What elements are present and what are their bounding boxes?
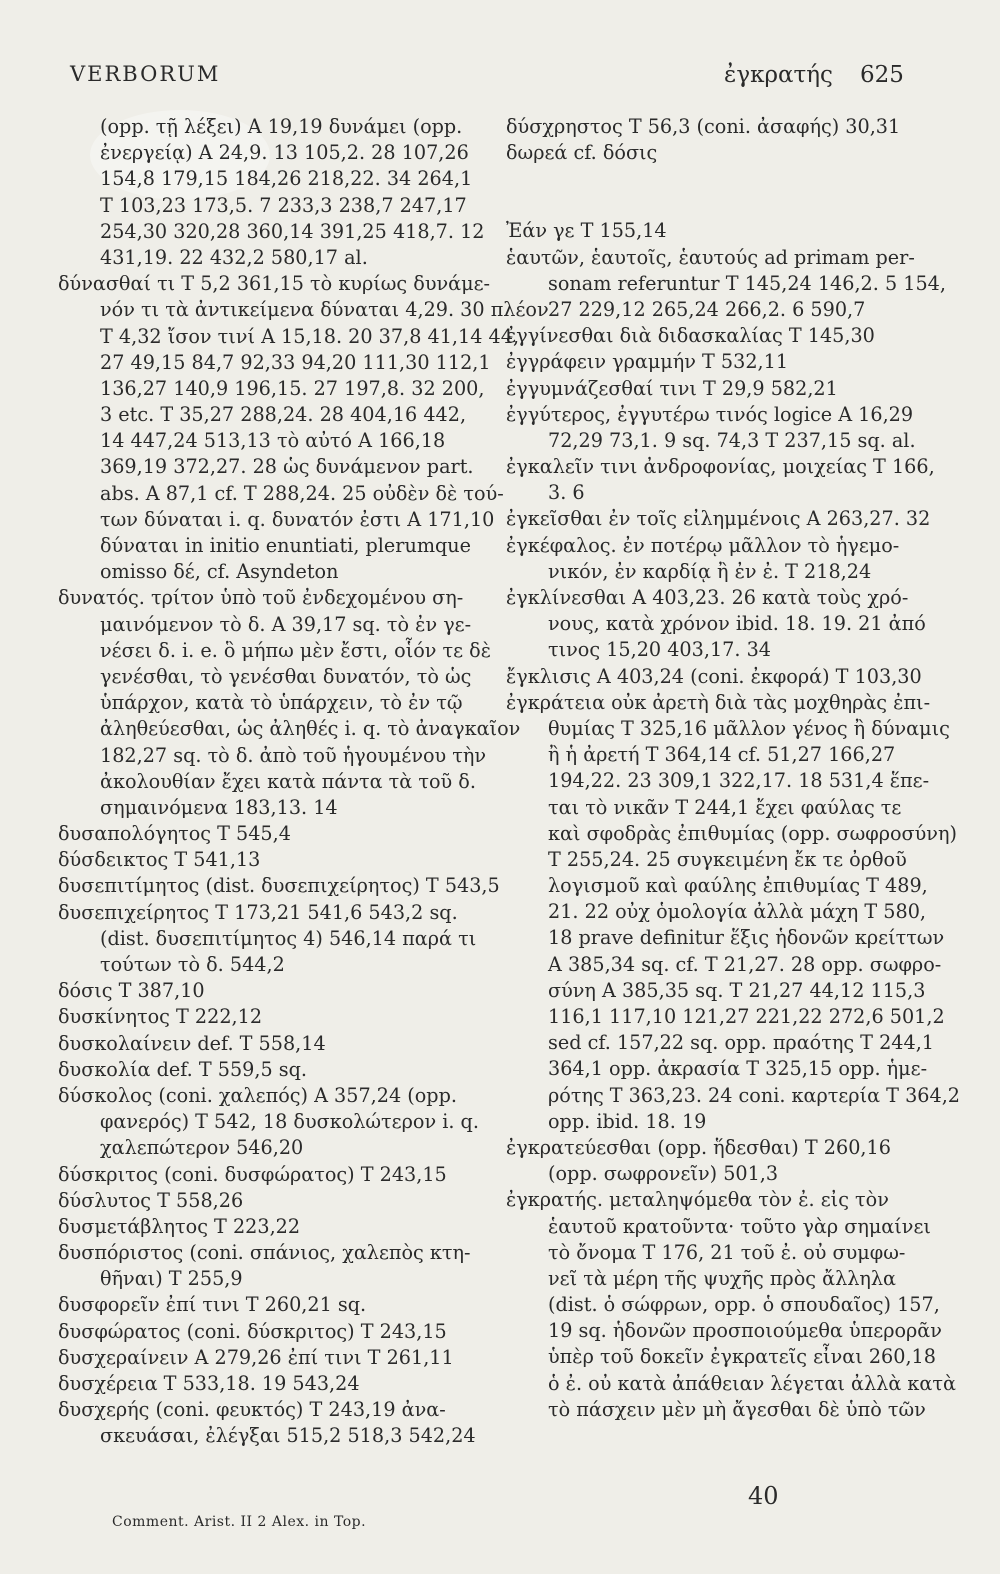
running-head-word: ἐγκρατής [724,62,833,88]
entry-line: 364,1 opp. ἀκρασία Τ 325,15 opp. ἡμε- [548,1057,928,1081]
entry-line: σημαινόμενα 183,13. 14 [100,795,338,819]
entry-line: θυμίας Τ 325,16 μᾶλλον γένος ἢ δύναμις [548,716,950,740]
entry-line: ἔγκλισις Α 403,24 (coni. ἐκφορά) Τ 103,30 [506,664,922,688]
entry-line: δύναται in initio enuntiati, plerumque [100,534,472,557]
entry-line: ἐγκαλεῖν τινι ἀνδροφονίας, μοιχείας Τ 166, [506,455,935,479]
entry-line: τὸ πάσχειν μὲν μὴ ἄγεσθαι δὲ ὑπὸ τῶν [548,1397,926,1421]
entry-line: δυσεπιχείρητος Τ 173,21 541,6 543,2 sq. [58,900,458,924]
entry-line: δυσχερής (coni. φευκτός) Τ 243,19 ἀνα- [58,1398,446,1422]
right-column-block-a [506,114,906,166]
entry-line: 369,19 372,27. 28 ὡς δυνάμενον part. [100,455,474,479]
right-column [506,114,960,1423]
entry-line: ἐγκέφαλος. ἐν ποτέρῳ μᾶλλον τὸ ἡγεμο- [506,533,900,557]
entry-line: δυσεπιτίμητος (dist. δυσεπιχείρητος) Τ 543,5 [58,874,500,898]
entry-line: 431,19. 22 432,2 580,17 al. [100,245,368,269]
entry-line: 3. 6 [548,481,585,505]
entry-line: ἐγκλίνεσθαι Α 403,23. 26 κατὰ τοὺς χρό- [506,586,909,609]
entry-line: δυσφορεῖν ἐπί τινι Τ 260,21 sq. [58,1293,367,1317]
entry-line: τὸ ὄνομα Τ 176, 21 τοῦ ἐ. οὐ συμφω- [548,1240,906,1264]
entry-line: ἀκολουθίαν ἔχει κατὰ πάντα τὰ τοῦ δ. [100,769,476,793]
entry-line: 14 447,24 513,13 τὸ αὐτό Α 166,18 [100,429,446,453]
entry-line: (dist. ὁ σώφρων, opp. ὁ σπουδαῖος) 157, [548,1293,940,1317]
entry-line: Τ 103,23 173,5. 7 233,3 238,7 247,17 [100,193,467,217]
entry-line: χαλεπώτερον 546,20 [100,1136,304,1160]
entry-line: δωρεά cf. δόσις [506,141,658,165]
entry-line: ἐγγράφειν γραμμήν Τ 532,11 [506,350,789,374]
entry-line: τούτων τὸ δ. 544,2 [100,953,285,976]
entry-line: σύνη Α 385,35 sq. Τ 21,27 44,12 115,3 [548,978,926,1002]
entry-line: γενέσθαι, τὸ γενέσθαι δυνατόν, τὸ ὡς [100,664,472,688]
entry-line: δυνατός. τρίτον ὑπὸ τοῦ ἐνδεχομένου ση- [58,586,464,610]
right-column-block-b [506,218,960,1423]
page-number: 625 [860,62,904,88]
entry-line: ἐνεργείᾳ) Α 24,9. 13 105,2. 28 107,26 [100,141,469,165]
entry-line: 154,8 179,15 184,26 218,22. 34 264,1 [100,167,473,191]
entry-line: νους, κατὰ χρόνον ibid. 18. 19. 21 ἀπό [548,612,926,636]
entry-line: δυσχεραίνειν Α 279,26 ἐπί τινι Τ 261,11 [58,1345,454,1369]
entry-line: ἐγγίνεσθαι διὰ διδασκαλίας Τ 145,30 [506,324,875,348]
entry-line: ἑαυτοῦ κρατοῦντα· τοῦτο γὰρ σημαίνει [548,1214,931,1238]
entry-line: ἐγκρατής. μεταληψόμεθα τὸν ἐ. εἰς τὸν [506,1188,889,1212]
entry-line: 3 etc. Τ 35,27 288,24. 28 404,16 442, [100,403,467,427]
entry-line: 27 49,15 84,7 92,33 94,20 111,30 112,1 [100,350,491,374]
entry-line: τινος 15,20 403,17. 34 [548,638,771,662]
entry-line: δύσλυτος Τ 558,26 [58,1188,244,1212]
entry-line: opp. ibid. 18. 19 [548,1109,707,1133]
entry-line: 18 prave definitur ἕξις ἡδονῶν κρείττων [548,926,945,950]
entry-line: των δύναται i. q. δυνατόν ἐστι Α 171,10 [100,507,495,531]
entry-line: 182,27 sq. τὸ δ. ἀπὸ τοῦ ἡγουμένου τὴν [100,743,487,767]
entry-line: Α 385,34 sq. cf. Τ 21,27. 28 opp. σωφρο- [548,952,942,976]
entry-line: νικόν, ἐν καρδίᾳ ἢ ἐν ἐ. Τ 218,24 [548,559,872,583]
section-gap [506,166,906,218]
entry-line: δύσκριτος (coni. δυσφώρατος) Τ 243,15 [58,1162,447,1186]
entry-line: δύνασθαί τι Τ 5,2 361,15 τὸ κυρίως δυνάμε- [58,272,490,296]
entry-line: λογισμοῦ καὶ φαύλης ἐπιθυμίας Τ 489, [548,874,928,898]
entry-line: νόν τι τὰ ἀντικείμενα δύναται 4,29. 30 πλέον [100,298,549,322]
entry-line: (opp. τῇ λέξει) Α 19,19 δυνάμει (opp. [100,115,463,138]
entry-line: 194,22. 23 309,1 322,17. 18 531,4 ἕπε- [548,769,930,793]
entry-line: δύσδεικτος Τ 541,13 [58,848,261,872]
entry-line: (opp. σωφρονεῖν) 501,3 [548,1162,779,1186]
entry-line: ἐγκρατεύεσθαι (opp. ἥδεσθαι) Τ 260,16 [506,1135,891,1159]
entry-line: δυσμετάβλητος Τ 223,22 [58,1214,301,1238]
entry-line: σκευάσαι, ἐλέγξαι 515,2 518,3 542,24 [100,1424,476,1448]
entry-line: δόσις Τ 387,10 [58,979,205,1003]
entry-line: ρότης Τ 363,23. 24 coni. καρτερία Τ 364,2 [548,1083,960,1107]
entry-line: ἐγγυμνάζεσθαί τινι Τ 29,9 582,21 [506,376,838,400]
entry-line: sonam referuntur Τ 145,24 146,2. 5 154, [548,271,946,295]
entry-line: θῆναι) Τ 255,9 [100,1267,243,1291]
entry-line: 136,27 140,9 196,15. 27 197,8. 32 200, [100,376,485,400]
entry-line: ὁ ἐ. οὐ κατὰ ἀπάθειαν λέγεται ἀλλὰ κατὰ [548,1371,956,1395]
footer-note: Comment. Arist. II 2 Alex. in Top. [112,1514,367,1530]
entry-line: δυσκολαίνειν def. Τ 558,14 [58,1031,326,1055]
entry-line: ὑπάρχον, κατὰ τὸ ὑπάρχειν, τὸ ἐν τῷ [100,691,463,715]
entry-line: νέσει δ. i. e. ὃ μήπω μὲν ἔστι, οἷόν τε δὲ [100,638,492,662]
entry-line: ἢ ἡ ἀρετή Τ 364,14 cf. 51,27 166,27 [548,743,896,767]
entry-line: abs. Α 87,1 cf. Τ 288,24. 25 οὐδὲν δὲ τού- [100,481,504,505]
entry-line: Ἐάν γε Τ 155,14 [506,219,667,243]
entry-line: 116,1 117,10 121,27 221,22 272,6 501,2 [548,1005,945,1028]
entry-line: δυσαπολόγητος Τ 545,4 [58,822,291,846]
entry-line: ἐγγύτερος, ἐγγυτέρω τινός logice Α 16,29 [506,402,914,426]
entry-line: δυσχέρεια Τ 533,18. 19 543,24 [58,1372,360,1395]
entry-line: Τ 255,24. 25 συγκειμένη ἔκ τε ὀρθοῦ [548,847,907,871]
entry-line: ἑαυτῶν, ἑαυτοῖς, ἑαυτούς ad primam per- [506,245,915,269]
entry-line: 254,30 320,28 360,14 391,25 418,7. 12 [100,219,485,243]
entry-line: δύσχρηστος Τ 56,3 (coni. ἀσαφής) 30,31 [506,115,901,138]
entry-line: ἀληθεύεσθαι, ὡς ἀληθές i. q. τὸ ἀναγκαῖον [100,717,521,741]
running-head-left: VERBORUM [70,62,221,86]
entry-line: μαινόμενον τὸ δ. Α 39,17 sq. τὸ ἐν γε- [100,612,472,636]
entry-line: δυσκολία def. Τ 559,5 sq. [58,1057,308,1081]
entry-line: Τ 4,32 ἴσον τινί Α 15,18. 20 37,8 41,14 44, [100,324,520,348]
entry-line: φανερός) Τ 542, 18 δυσκολώτερον i. q. [100,1110,479,1134]
entry-line: ἐγκράτεια οὐκ ἀρετὴ διὰ τὰς μοχθηρὰς ἐπι- [506,690,931,714]
entry-line: 27 229,12 265,24 266,2. 6 590,7 [548,297,866,321]
signature-mark: 40 [748,1482,779,1510]
left-column [58,114,549,1450]
entry-line: δυσπόριστος (coni. σπάνιος, χαλεπὸς κτη- [58,1241,471,1265]
entry-line: sed cf. 157,22 sq. opp. πραότης Τ 244,1 [548,1031,935,1055]
entry-line: ἐγκεῖσθαι ἐν τοῖς εἰλημμένοις Α 263,27. 32 [506,507,931,531]
entry-line: δυσφώρατος (coni. δύσκριτος) Τ 243,15 [58,1319,447,1343]
entry-line: 72,29 73,1. 9 sq. 74,3 Τ 237,15 sq. al. [548,428,916,452]
entry-line: καὶ σφοδρὰς ἐπιθυμίας (opp. σωφροσύνη) [548,821,957,845]
entry-line: omisso δέ, cf. Asyndeton [100,560,339,584]
entry-line: δύσκολος (coni. χαλεπός) Α 357,24 (opp. [58,1083,457,1107]
entry-line: ὑπὲρ τοῦ δοκεῖν ἐγκρατεῖς εἶναι 260,18 [548,1345,936,1369]
entry-line: 21. 22 οὐχ ὁμολογία ἀλλὰ μάχη Τ 580, [548,900,927,924]
entry-line: νεῖ τὰ μέρη τῆς ψυχῆς πρὸς ἄλληλα [548,1266,896,1290]
entry-line: δυσκίνητος Τ 222,12 [58,1005,263,1029]
entry-line: (dist. δυσεπιτίμητος 4) 546,14 παρά τι [100,926,477,950]
entry-line: 19 sq. ἡδονῶν προσποιούμεθα ὑπερορᾶν [548,1319,942,1343]
entry-line: ται τὸ νικᾶν Τ 244,1 ἔχει φαύλας τε [548,795,902,819]
